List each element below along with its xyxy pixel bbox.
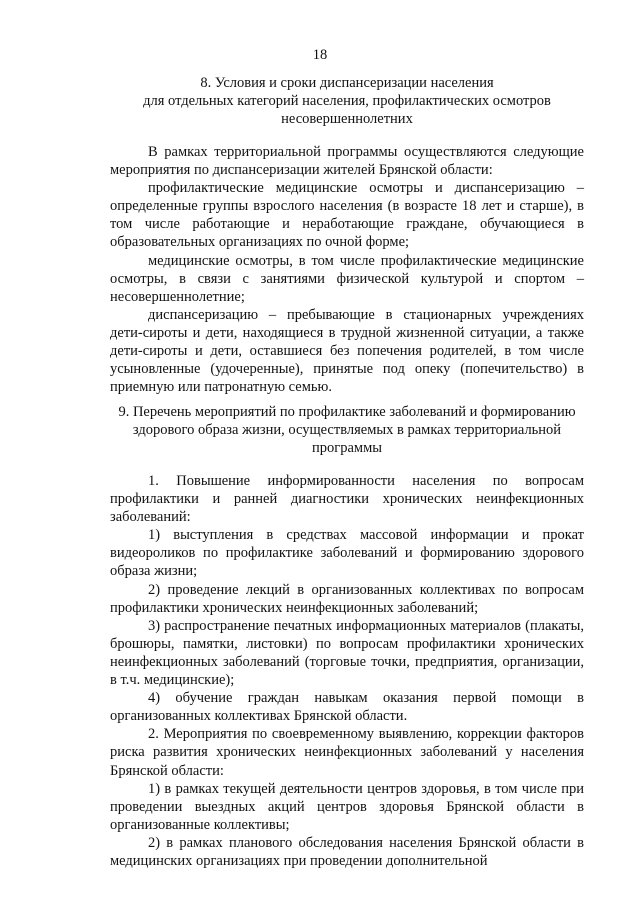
list-item: 1) в рамках текущей деятельности центров здоровья, в том числе при проведении выездных акций центров здоровья Брянской области в организованные коллективы; (110, 780, 584, 833)
paragraph: профилактические медицинские осмотры и диспансеризацию – определенные группы взрослого населения (в возрасте 18 лет и старше), в том числе работающие и неработающие граждане, обучающиеся в образовательных организациях по очной форме; (110, 180, 584, 251)
section-8-title-line: 8. Условия и сроки диспансеризации населения (200, 75, 494, 91)
section-8-body (110, 143, 584, 396)
section-8-title-line: несовершеннолетних (281, 111, 413, 127)
list-item: 2) проведение лекций в организованных коллективах по вопросам профилактики хронических неинфекционных заболеваний; (110, 581, 584, 616)
list-item: 2) в рамках планового обследования населения Брянской области в медицинских организациях при проведении дополнительной (110, 834, 584, 869)
paragraph: В рамках территориальной программы осуществляются следующие мероприятия по диспансеризации жителей Брянской области: (110, 144, 584, 179)
section-8-title-line: для отдельных категорий населения, профилактических осмотров (143, 93, 551, 109)
paragraph: 1. Повышение информированности населения по вопросам профилактики и ранней диагностики хронических неинфекционных заболеваний: (110, 473, 584, 526)
list-item: 4) обучение граждан навыкам оказания первой помощи в организованных коллективах Брянской области. (110, 690, 584, 725)
section-9-title-line: здорового образа жизни, осуществляемых в рамках территориальной (132, 422, 562, 438)
paragraph: диспансеризацию – пребывающие в стационарных учреждениях дети-сироты и дети, находящиеся в трудной жизненной ситуации, а также дети-сироты и дети, оставшиеся без попечения родителей, в том числе усыновленные (удочеренные), принятые под опеку (попечительство) в приемную или патронатную семью. (110, 306, 584, 396)
paragraph: 2. Мероприятия по своевременному выявлению, коррекции факторов риска развития хронических неинфекционных заболеваний у населения Брянской области: (110, 726, 584, 779)
section-9-title-line: программы (312, 440, 382, 456)
list-item: 1) выступления в средствах массовой информации и прокат видеороликов по профилактике заболеваний и формированию здорового образа жизни; (110, 527, 584, 580)
list-item: 3) распространение печатных информационных материалов (плакаты, брошюры, памятки, листовки) по вопросам профилактики хронических неинфекционных заболеваний (торговые точки, предприятия, организации, в т.ч. медицинские); (110, 617, 584, 689)
section-9-title-line: 9. Перечень мероприятий по профилактике заболеваний и формированию (118, 404, 576, 420)
section-9-body (110, 472, 584, 870)
section-8-title (110, 74, 584, 128)
section-9-title (110, 403, 584, 457)
page-number: 18 (312, 47, 328, 63)
paragraph: медицинские осмотры, в том числе профилактические медицинские осмотры, в связи с занятиями физической культурой и спортом – несовершеннолетние; (110, 252, 584, 305)
